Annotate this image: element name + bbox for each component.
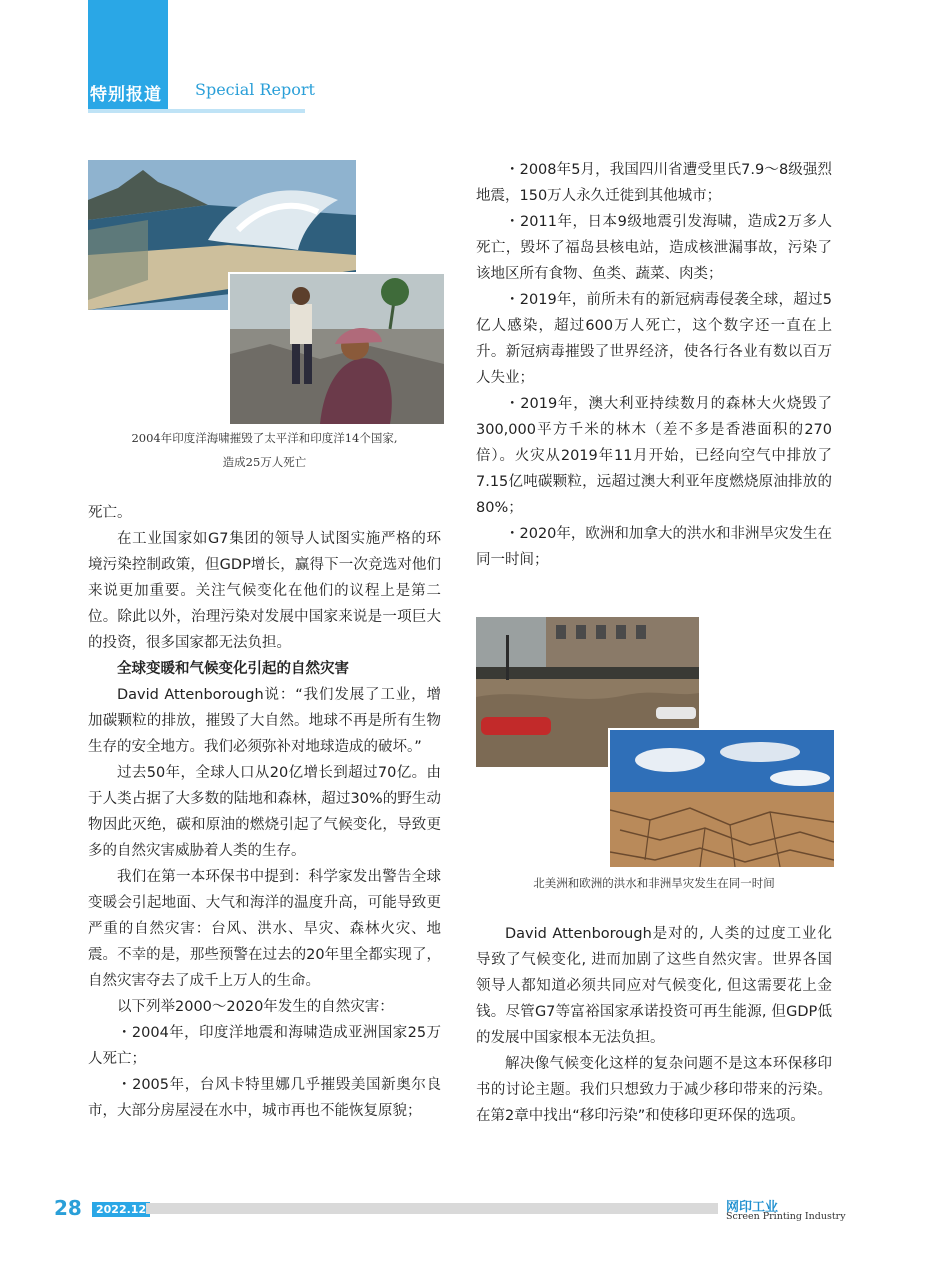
paragraph: 我们在第一本环保书中提到：科学家发出警告全球变暖会引起地面、大气和海洋的温度升高，可能导致更严重的自然灾害：台风、洪水、旱灾、森林火灾、地震。不幸的是，那些预警在过去的20年里全都实现了，自然灾害夺去了成千上万人的生命。 — [88, 869, 441, 989]
paragraph: 解决像气候变化这样的复杂问题不是这本环保移印书的讨论主题。我们只想致力于减少移印带来的污染。在第2章中找出“移印污染”和使移印更环保的选项。 — [476, 1056, 832, 1124]
tsunami-victims-photo — [228, 272, 446, 426]
header-rule — [88, 109, 305, 113]
section-title-cn: 特别报道 — [90, 85, 162, 105]
paragraph: ・2008年5月，我国四川省遭受里氏7.9～8级强烈地震，150万人永久迁徙到其他城市； — [476, 162, 832, 204]
paragraph: ・2020年，欧洲和加拿大的洪水和非洲旱灾发生在同一时间； — [476, 526, 832, 568]
paragraph: ・2019年，澳大利亚持续数月的森林大火烧毁了300,000平方千米的林木（差不多是香港面积的270倍）。火灾从2019年11月开始，已经向空气中排放了7.15亿吨碳颗粒，远超过澳大利亚年度燃烧原油排放的80%； — [476, 396, 832, 516]
subheading: 全球变暖和气候变化引起的自然灾害 — [117, 661, 349, 677]
figure-caption-line: 造成25万人死亡 — [222, 455, 307, 469]
figure-caption-tsunami — [88, 426, 441, 474]
left-column-text — [88, 500, 441, 1124]
paragraph: David Attenborough是对的, 人类的过度工业化导致了气候变化, 进而加剧了这些自然灾害。世界各国领导人都知道必须共同应对气候变化, 但这需要花上金钱。尽管G7等富裕国家承诺投资可再生能源, 但GDP低的发展中国家根本无法负担。 — [476, 926, 832, 1046]
paragraph: ・2019年，前所未有的新冠病毒侵袭全球，超过5亿人感染，超过600万人死亡，这个数字还一直在上升。新冠病毒摧毁了世界经济，使各行各业有数以百万人失业； — [476, 292, 832, 386]
section-title-en: Special Report — [195, 80, 315, 99]
footer-bar — [146, 1203, 718, 1214]
paragraph: 以下列举2000～2020年发生的自然灾害： — [117, 999, 394, 1015]
paragraph: 死亡。 — [88, 505, 132, 521]
drought-photo — [608, 728, 836, 869]
paragraph: David Attenborough说：“我们发展了工业，增加碳颗粒的排放，摧毁了大自然。地球不再是所有生物生存的安全地方。我们必须弥补对地球造成的破坏。” — [88, 687, 441, 755]
page-number: 28 — [54, 1196, 82, 1220]
paragraph: ・2004年，印度洋地震和海啸造成亚洲国家25万人死亡； — [88, 1025, 441, 1067]
paragraph: ・2005年，台风卡特里娜几乎摧毁美国新奥尔良市，大部分房屋浸在水中，城市再也不能恢复原貌； — [88, 1077, 441, 1119]
figure-caption-flood-drought: 北美洲和欧洲的洪水和非洲旱灾发生在同一时间 — [533, 876, 775, 890]
right-column-text-bottom — [476, 921, 832, 1129]
paragraph: 过去50年，全球人口从20亿增长到超过70亿。由于人类占据了大多数的陆地和森林，超过30%的野生动物因此灭绝，碳和原油的燃烧引起了气候变化，导致更多的自然灾害威胁着人类的生存。 — [88, 765, 441, 859]
brand-logo-cn: 网印工业 — [726, 1200, 779, 1215]
figure-caption-line: 2004年印度洋海啸摧毁了太平洋和印度洋14个国家, — [131, 431, 398, 445]
issue-badge: 2022.12 — [92, 1202, 150, 1217]
paragraph: ・2011年，日本9级地震引发海啸，造成2万多人死亡，毁坏了福岛县核电站，造成核泄漏事故，污染了该地区所有食物、鱼类、蔬菜、肉类； — [476, 214, 832, 282]
brand-logo-en: Screen Printing Industry — [726, 1211, 846, 1222]
paragraph: 在工业国家如G7集团的领导人试图实施严格的环境污染控制政策，但GDP增长，赢得下一次竞选对他们来说更加重要。关注气候变化在他们的议程上是第二位。除此以外，治理污染对发展中国家来说是一项巨大的投资，很多国家都无法负担。 — [88, 531, 441, 651]
right-column-text-top — [476, 157, 832, 573]
